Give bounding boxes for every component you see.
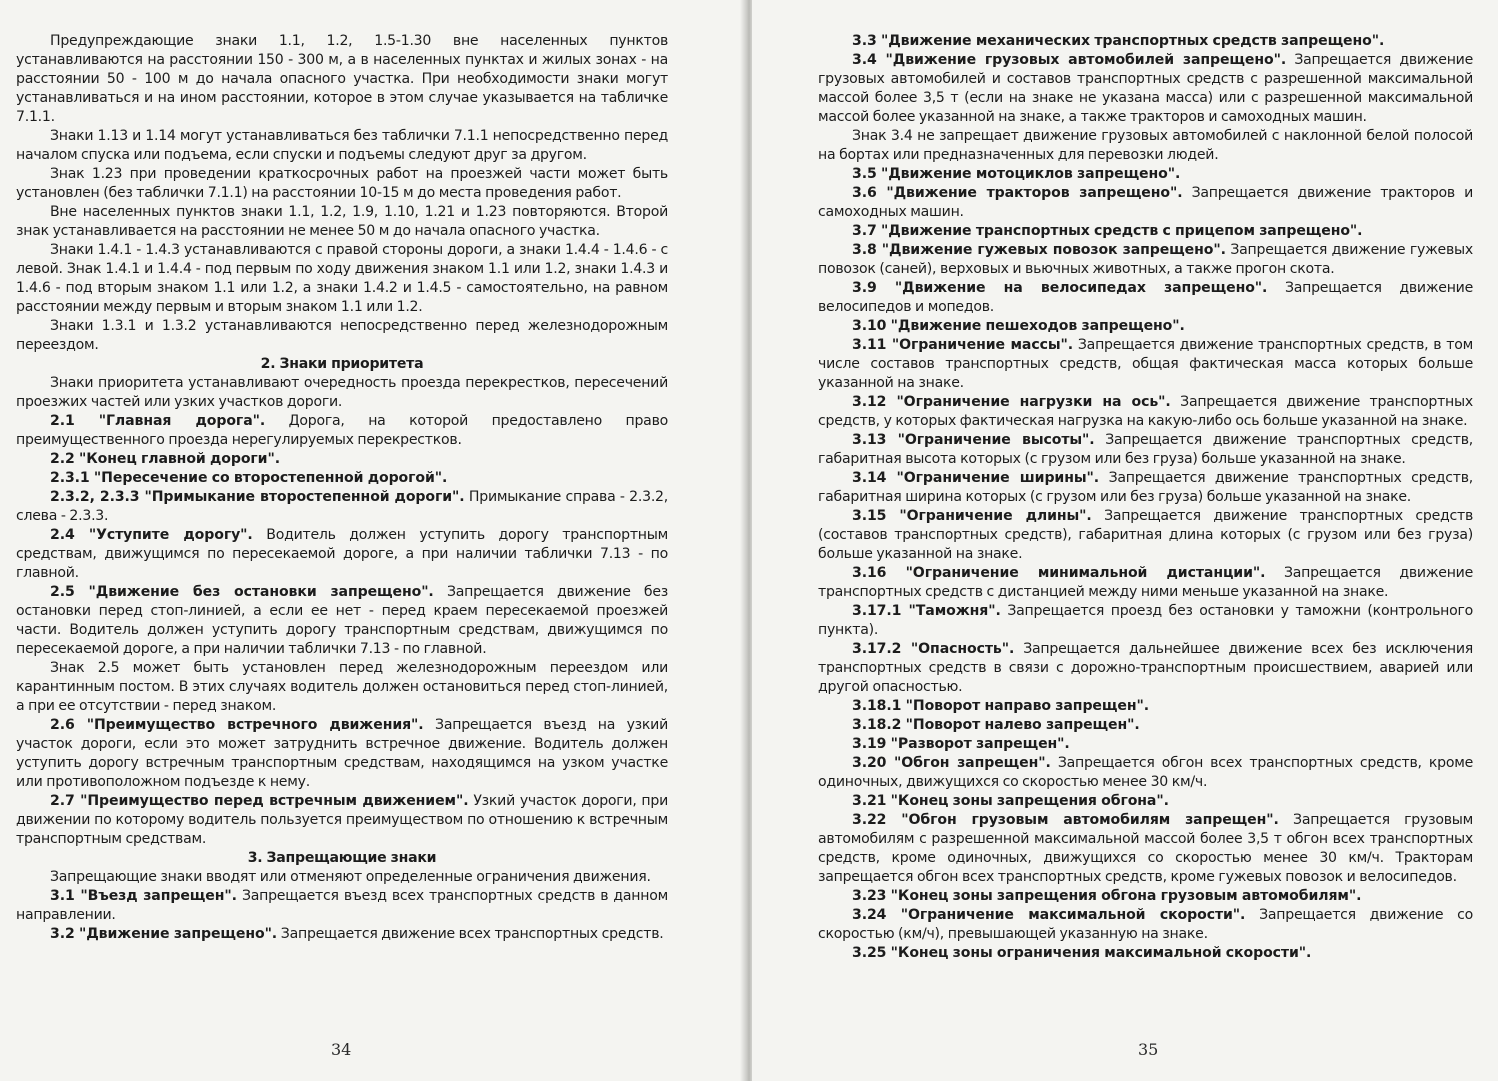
sign-3-22 — [818, 811, 1473, 887]
sign-3-5 — [818, 165, 1473, 184]
sign-title: 3.23 "Конец зоны запрещения обгона грузовым автомобилям". — [852, 888, 1362, 904]
sign-title: 3.12 "Ограничение нагрузки на ось". — [852, 394, 1171, 410]
sign-3-11 — [818, 336, 1473, 393]
left-page-text — [16, 32, 668, 944]
page-number: 34 — [331, 1040, 352, 1059]
sign-3-1 — [16, 887, 668, 925]
sign-text: Запрещается движение велосипедов и мопедов. — [818, 280, 1473, 315]
sign-title: 3.16 "Ограничение минимальной дистанции". — [852, 565, 1266, 581]
sign-title: 3.17.1 "Таможня". — [852, 603, 1001, 619]
sign-3-18-2 — [818, 716, 1473, 735]
sign-title: 2.5 "Движение без остановки запрещено". — [50, 584, 434, 600]
sign-2-5 — [16, 583, 668, 659]
sign-2-6 — [16, 716, 668, 792]
sign-3-20 — [818, 754, 1473, 792]
sign-3-9 — [818, 279, 1473, 317]
sign-3-18-1 — [818, 697, 1473, 716]
sign-text: Запрещается грузовым автомобилям с разрешенной максимальной массой более 3,5 т обгон всех транспортных средств, кроме одиночных, движущихся со скоростью менее 30 км/ч. Тракторам запрещается обгон всех транспортных средств, кроме гужевых повозок и велосипедов. — [818, 812, 1474, 885]
sign-3-10 — [818, 317, 1473, 336]
sign-2-1 — [16, 412, 668, 450]
sign-title: 3.9 "Движение на велосипедах запрещено". — [852, 280, 1268, 296]
section-heading-priority: 2. Знаки приоритета — [260, 356, 424, 372]
paragraph: Знак 3.4 не запрещает движение грузовых автомобилей с наклонной белой полосой на бортах или предназначенных для перевозки людей. — [818, 128, 1473, 163]
sign-3-6 — [818, 184, 1473, 222]
sign-title: 3.7 "Движение транспортных средств с прицепом запрещено". — [852, 223, 1363, 239]
sign-text: Запрещается обгон всех транспортных средств, кроме одиночных, движущихся со скоростью менее 30 км/ч. — [818, 755, 1474, 790]
sign-title: 2.3.2, 2.3.3 "Примыкание второстепенной дороги". — [50, 489, 465, 505]
sign-3-17-1 — [818, 602, 1473, 640]
sign-3-19 — [818, 735, 1473, 754]
sign-title: 3.10 "Движение пешеходов запрещено". — [852, 318, 1185, 334]
sign-text: Водитель должен уступить дорогу транспортным средствам, движущимся по пересекаемой дороге, а при наличии таблички 7.13 - по главной. — [16, 527, 668, 581]
sign-title: 3.1 "Въезд запрещен". — [50, 888, 237, 904]
sign-title: 3.13 "Ограничение высоты". — [852, 432, 1095, 448]
sign-text: Запрещается движение гужевых повозок (саней), верховых и вьючных животных, а также прогон скота. — [818, 242, 1473, 277]
sign-3-24 — [818, 906, 1473, 944]
paragraph: Знак 1.23 при проведении краткосрочных работ на проезжей части может быть установлен (без таблички 7.1.1) на расстоянии 10-15 м до места проведения работ. — [16, 166, 668, 201]
paragraph: Знаки приоритета устанавливают очередность проезда перекрестков, пересечений проезжих частей или узких участков дороги. — [16, 375, 668, 410]
section-heading-prohibitory: 3. Запрещающие знаки — [247, 850, 437, 866]
sign-3-4 — [818, 51, 1473, 127]
sign-2-2 — [16, 450, 668, 469]
sign-title: 3.11 "Ограничение массы". — [852, 337, 1073, 353]
paragraph: Знаки 1.4.1 - 1.4.3 устанавливаются с правой стороны дороги, а знаки 1.4.4 - 1.4.6 - с левой. Знак 1.4.1 и 1.4.4 - под первым по ходу движения знаком 1.1 или 1.2, знаки 1.4.3 и 1.4.6 - под вторым знаком 1.1 или 1.2, а знаки 1.4.2 и 1.4.5 - самостоятельно, на равном расстоянии между первым и вторым знаком 1.1 или 1.2. — [16, 242, 668, 315]
sign-title: 3.21 "Конец зоны запрещения обгона". — [852, 793, 1169, 809]
sign-3-17-2 — [818, 640, 1473, 697]
sign-title: 3.6 "Движение тракторов запрещено". — [852, 185, 1183, 201]
sign-title: 3.14 "Ограничение ширины". — [852, 470, 1099, 486]
paragraph: Предупреждающие знаки 1.1, 1.2, 1.5-1.30 вне населенных пунктов устанавливаются на расстоянии 150 - 300 м, а в населенных пунктах и жилых зонах - на расстоянии 50 - 100 м до начала опасного участка. При необходимости знаки могут устанавливаться и на ином расстоянии, которое в этом случае указывается на табличке 7.1.1. — [16, 33, 668, 125]
sign-title: 3.22 "Обгон грузовым автомобилям запрещен". — [852, 812, 1279, 828]
sign-2-4 — [16, 526, 668, 583]
left-page — [0, 0, 746, 1081]
sign-3-2 — [16, 925, 668, 944]
sign-title: 3.25 "Конец зоны ограничения максимальной скорости". — [852, 945, 1312, 961]
sign-text: Запрещается движение всех транспортных средств. — [277, 926, 664, 942]
sign-text: Запрещается движение тракторов и самоходных машин. — [818, 185, 1473, 220]
sign-3-12 — [818, 393, 1473, 431]
paragraph: Вне населенных пунктов знаки 1.1, 1.2, 1.9, 1.10, 1.21 и 1.23 повторяются. Второй знак устанавливается на расстоянии не менее 50 м до начала опасного участка. — [16, 204, 668, 239]
sign-2-3-2 — [16, 488, 668, 526]
sign-title: 3.3 "Движение механических транспортных средств запрещено". — [852, 33, 1385, 49]
sign-3-15 — [818, 507, 1473, 564]
sign-3-13 — [818, 431, 1473, 469]
sign-text: Узкий участок дороги, при движении по которому водитель пользуется преимуществом по отношению к встречным транспортным средствам. — [16, 793, 668, 847]
sign-title: 2.4 "Уступите дорогу". — [50, 527, 253, 543]
sign-3-25 — [818, 944, 1473, 963]
sign-title: 3.8 "Движение гужевых повозок запрещено". — [852, 242, 1226, 258]
sign-text: Запрещается проезд без остановки у таможни (контрольного пункта). — [818, 603, 1473, 638]
sign-text: Запрещается дальнейшее движение всех без исключения транспортных средств в связи с дорожно-транспортным происшествием, аварией или другой опасностью. — [818, 641, 1474, 695]
sign-text: Запрещается движение транспортных средств, габаритная высота которых (с грузом или без груза) больше указанной на знаке. — [818, 432, 1473, 467]
sign-title: 2.2 "Конец главной дороги". — [50, 451, 280, 467]
sign-text: Запрещается движение грузовых автомобилей и составов транспортных средств с разрешенной максимальной массой более 3,5 т (если на знаке не указана масса) или с разрешенной максимальной массой более указанной на знаке, а также тракторов и самоходных машин. — [818, 52, 1473, 125]
sign-text: Дорога, на которой предоставлено право преимущественного проезда нерегулируемых перекрестков. — [16, 413, 668, 448]
sign-text: Запрещается движение транспортных средств, в том числе составов транспортных средств, общая фактическая масса которых больше указанной на знаке. — [818, 337, 1473, 391]
sign-3-8 — [818, 241, 1473, 279]
sign-title: 3.18.2 "Поворот налево запрещен". — [852, 717, 1140, 733]
sign-text: Запрещается въезд всех транспортных средств в данном направлении. — [16, 888, 668, 923]
sign-title: 3.20 "Обгон запрещен". — [852, 755, 1051, 771]
sign-title: 3.17.2 "Опасность". — [852, 641, 1015, 657]
sign-3-7 — [818, 222, 1473, 241]
sign-title: 3.4 "Движение грузовых автомобилей запрещено". — [852, 52, 1287, 68]
sign-text: Запрещается движение транспортных средств, габаритная ширина которых (с грузом или без груза) больше указанной на знаке. — [818, 470, 1473, 505]
sign-title: 3.18.1 "Поворот направо запрещен". — [852, 698, 1149, 714]
page-number: 35 — [1138, 1040, 1159, 1059]
sign-text: Запрещается движение без остановки перед стоп-линией, а если ее нет - перед краем пересекаемой проезжей части. Водитель должен уступить дорогу транспортным средствам, движущимся по пересекаемой дороге, а при наличии таблички 7.13 - по главной. — [16, 584, 668, 657]
right-page-text — [818, 32, 1473, 963]
sign-2-7 — [16, 792, 668, 849]
sign-3-3 — [818, 32, 1473, 51]
paragraph: Знаки 1.13 и 1.14 могут устанавливаться без таблички 7.1.1 непосредственно перед началом спуска или подъема, если спуски и подъемы следуют друг за другом. — [16, 128, 668, 163]
right-page — [752, 0, 1498, 1081]
sign-title: 3.2 "Движение запрещено". — [50, 926, 278, 942]
sign-title: 3.5 "Движение мотоциклов запрещено". — [852, 166, 1181, 182]
sign-title: 2.6 "Преимущество встречного движения". — [50, 717, 424, 733]
sign-text: Запрещается движение транспортных средств с дистанцией между ними меньше указанной на знаке. — [818, 565, 1473, 600]
sign-title: 3.24 "Ограничение максимальной скорости". — [852, 907, 1246, 923]
sign-title: 3.19 "Разворот запрещен". — [852, 736, 1070, 752]
sign-3-21 — [818, 792, 1473, 811]
sign-text: Запрещается движение со скоростью (км/ч), превышающей указанную на знаке. — [818, 907, 1473, 942]
sign-title: 3.15 "Ограничение длины". — [852, 508, 1092, 524]
sign-title: 2.7 "Преимущество перед встречным движением". — [50, 793, 469, 809]
paragraph: Знаки 1.3.1 и 1.3.2 устанавливаются непосредственно перед железнодорожным переездом. — [16, 318, 668, 353]
paragraph: Знак 2.5 может быть установлен перед железнодорожным переездом или карантинным постом. В этих случаях водитель должен остановиться перед стоп-линией, а при ее отсутствии - перед знаком. — [16, 660, 668, 714]
sign-text: Запрещается въезд на узкий участок дороги, если это может затруднить встречное движение. Водитель должен уступить дорогу встречным транспортным средствам, находящимся на узком участке или противоположном подъезде к нему. — [16, 717, 668, 790]
sign-3-14 — [818, 469, 1473, 507]
sign-title: 2.1 "Главная дорога". — [50, 413, 266, 429]
sign-title: 2.3.1 "Пересечение со второстепенной дорогой". — [50, 470, 448, 486]
sign-text: Примыкание справа - 2.3.2, слева - 2.3.3. — [16, 489, 668, 524]
sign-3-16 — [818, 564, 1473, 602]
sign-2-3-1 — [16, 469, 668, 488]
sign-text: Запрещается движение транспортных средств (составов транспортных средств), габаритная длина которых (с грузом или без груза) больше указанной на знаке. — [818, 508, 1474, 562]
sign-3-23 — [818, 887, 1473, 906]
paragraph: Запрещающие знаки вводят или отменяют определенные ограничения движения. — [50, 869, 651, 885]
sign-text: Запрещается движение транспортных средств, у которых фактическая нагрузка на какую-либо ось больше указанной на знаке. — [818, 394, 1473, 429]
